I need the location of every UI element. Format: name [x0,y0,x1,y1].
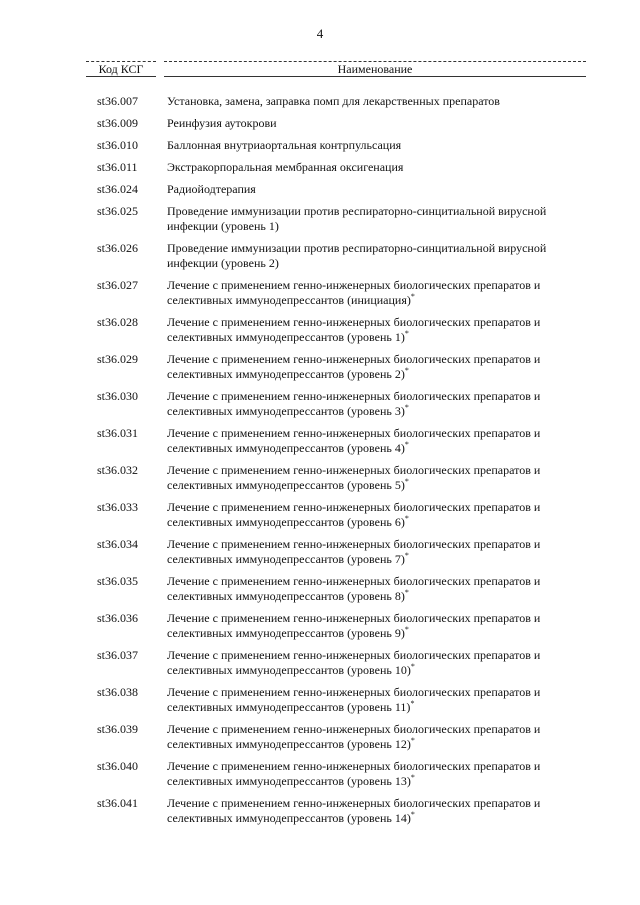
ksg-code: st36.032 [97,463,139,477]
ksg-code: st36.034 [97,537,139,551]
ksg-name-text: Проведение иммунизации против респираторно-синцитиальной вирусной инфекции (уровень 1) [167,204,547,233]
table-row [97,574,587,604]
ksg-name-text: Проведение иммунизации против респираторно-синцитиальной вирусной инфекции (уровень 2) [167,241,547,270]
ksg-name-text: Баллонная внутриаортальная контрпульсация [167,138,402,152]
header-bottom-rule-code [86,76,156,77]
page-number: 4 [316,26,324,41]
ksg-code: st36.025 [97,204,139,218]
footnote-mark: * [404,440,409,449]
table-row [97,94,587,109]
ksg-code: st36.037 [97,648,139,662]
ksg-code: st36.010 [97,138,139,152]
ksg-name-text: Лечение с применением генно-инженерных биологических препаратов и селективных иммунодепрессантов (уровень 14) [167,796,541,825]
ksg-code: st36.039 [97,722,139,736]
ksg-code: st36.007 [97,94,139,108]
ksg-name-text: Лечение с применением генно-инженерных биологических препаратов и селективных иммунодепрессантов (уровень 2) [167,352,541,381]
ksg-name [167,611,587,641]
ksg-name [167,138,587,153]
ksg-name [167,426,587,456]
ksg-name [167,352,587,382]
ksg-name [167,116,587,131]
header-bottom-rule-name [164,76,586,77]
table-row [97,463,587,493]
table-row [97,160,587,175]
ksg-name [167,722,587,752]
footnote-mark: * [404,366,409,375]
ksg-name [167,685,587,715]
ksg-code: st36.030 [97,389,139,403]
ksg-name-text: Лечение с применением генно-инженерных биологических препаратов и селективных иммунодепрессантов (уровень 3) [167,389,541,418]
ksg-name-text: Лечение с применением генно-инженерных биологических препаратов и селективных иммунодепрессантов (уровень 1) [167,315,541,344]
footnote-mark: * [404,551,409,560]
ksg-code: st36.035 [97,574,139,588]
ksg-name [167,648,587,678]
table-row [97,537,587,567]
ksg-table-body [97,94,587,833]
ksg-code: st36.038 [97,685,139,699]
table-row [97,500,587,530]
table-row [97,648,587,678]
table-row [97,116,587,131]
table-row [97,315,587,345]
ksg-name [167,574,587,604]
ksg-name [167,204,587,234]
footnote-mark: * [410,292,415,301]
ksg-name [167,94,587,109]
footnote-mark: * [404,403,409,412]
table-row [97,138,587,153]
ksg-code: st36.033 [97,500,139,514]
table-row [97,611,587,641]
ksg-name [167,315,587,345]
ksg-code: st36.029 [97,352,139,366]
ksg-code: st36.041 [97,796,139,810]
table-row [97,759,587,789]
table-header [86,61,586,81]
ksg-name [167,759,587,789]
ksg-name [167,278,587,308]
ksg-name-text: Установка, замена, заправка помп для лекарственных препаратов [167,94,500,108]
ksg-name [167,463,587,493]
ksg-name-text: Лечение с применением генно-инженерных биологических препаратов и селективных иммунодепрессантов (уровень 7) [167,537,541,566]
ksg-name-text: Лечение с применением генно-инженерных биологических препаратов и селективных иммунодепрессантов (уровень 5) [167,463,541,492]
ksg-code: st36.009 [97,116,139,130]
ksg-name-text: Лечение с применением генно-инженерных биологических препаратов и селективных иммунодепрессантов (уровень 10) [167,648,541,677]
ksg-name [167,389,587,419]
table-row [97,389,587,419]
ksg-name-text: Лечение с применением генно-инженерных биологических препаратов и селективных иммунодепрессантов (уровень 12) [167,722,541,751]
ksg-name-text: Лечение с применением генно-инженерных биологических препаратов и селективных иммунодепрессантов (уровень 6) [167,500,541,529]
ksg-name-text: Радиойодтерапия [167,182,256,196]
footnote-mark: * [410,662,415,671]
ksg-name [167,537,587,567]
ksg-name-text: Лечение с применением генно-инженерных биологических препаратов и селективных иммунодепрессантов (уровень 11) [167,685,541,714]
footnote-mark: * [404,588,409,597]
footnote-mark: * [410,699,415,708]
footnote-mark: * [404,477,409,486]
ksg-name [167,182,587,197]
ksg-code: st36.027 [97,278,139,292]
ksg-name [167,241,587,271]
footnote-mark: * [404,625,409,634]
table-row [97,722,587,752]
ksg-code: st36.024 [97,182,139,196]
table-row [97,685,587,715]
table-row [97,182,587,197]
ksg-name-text: Экстракорпоральная мембранная оксигенация [167,160,404,174]
table-row [97,241,587,271]
column-header-name: Наименование [337,62,413,76]
ksg-code: st36.011 [97,160,138,174]
ksg-name-text: Лечение с применением генно-инженерных биологических препаратов и селективных иммунодепрессантов (инициация) [167,278,541,307]
ksg-code: st36.031 [97,426,139,440]
ksg-name-text: Лечение с применением генно-инженерных биологических препаратов и селективных иммунодепрессантов (уровень 13) [167,759,541,788]
table-row [97,426,587,456]
table-row [97,278,587,308]
ksg-name-text: Лечение с применением генно-инженерных биологических препаратов и селективных иммунодепрессантов (уровень 8) [167,574,541,603]
footnote-mark: * [404,514,409,523]
column-header-code: Код КСГ [98,62,144,76]
ksg-code: st36.028 [97,315,139,329]
ksg-code: st36.036 [97,611,139,625]
ksg-name-text: Лечение с применением генно-инженерных биологических препаратов и селективных иммунодепрессантов (уровень 9) [167,611,541,640]
ksg-name-text: Реинфузия аутокрови [167,116,277,130]
ksg-code: st36.026 [97,241,139,255]
footnote-mark: * [404,329,409,338]
ksg-name [167,796,587,826]
footnote-mark: * [410,773,415,782]
footnote-mark: * [410,736,415,745]
table-row [97,352,587,382]
table-row [97,796,587,826]
ksg-name [167,160,587,175]
ksg-name-text: Лечение с применением генно-инженерных биологических препаратов и селективных иммунодепрессантов (уровень 4) [167,426,541,455]
ksg-code: st36.040 [97,759,139,773]
ksg-name [167,500,587,530]
table-row [97,204,587,234]
footnote-mark: * [410,810,415,819]
